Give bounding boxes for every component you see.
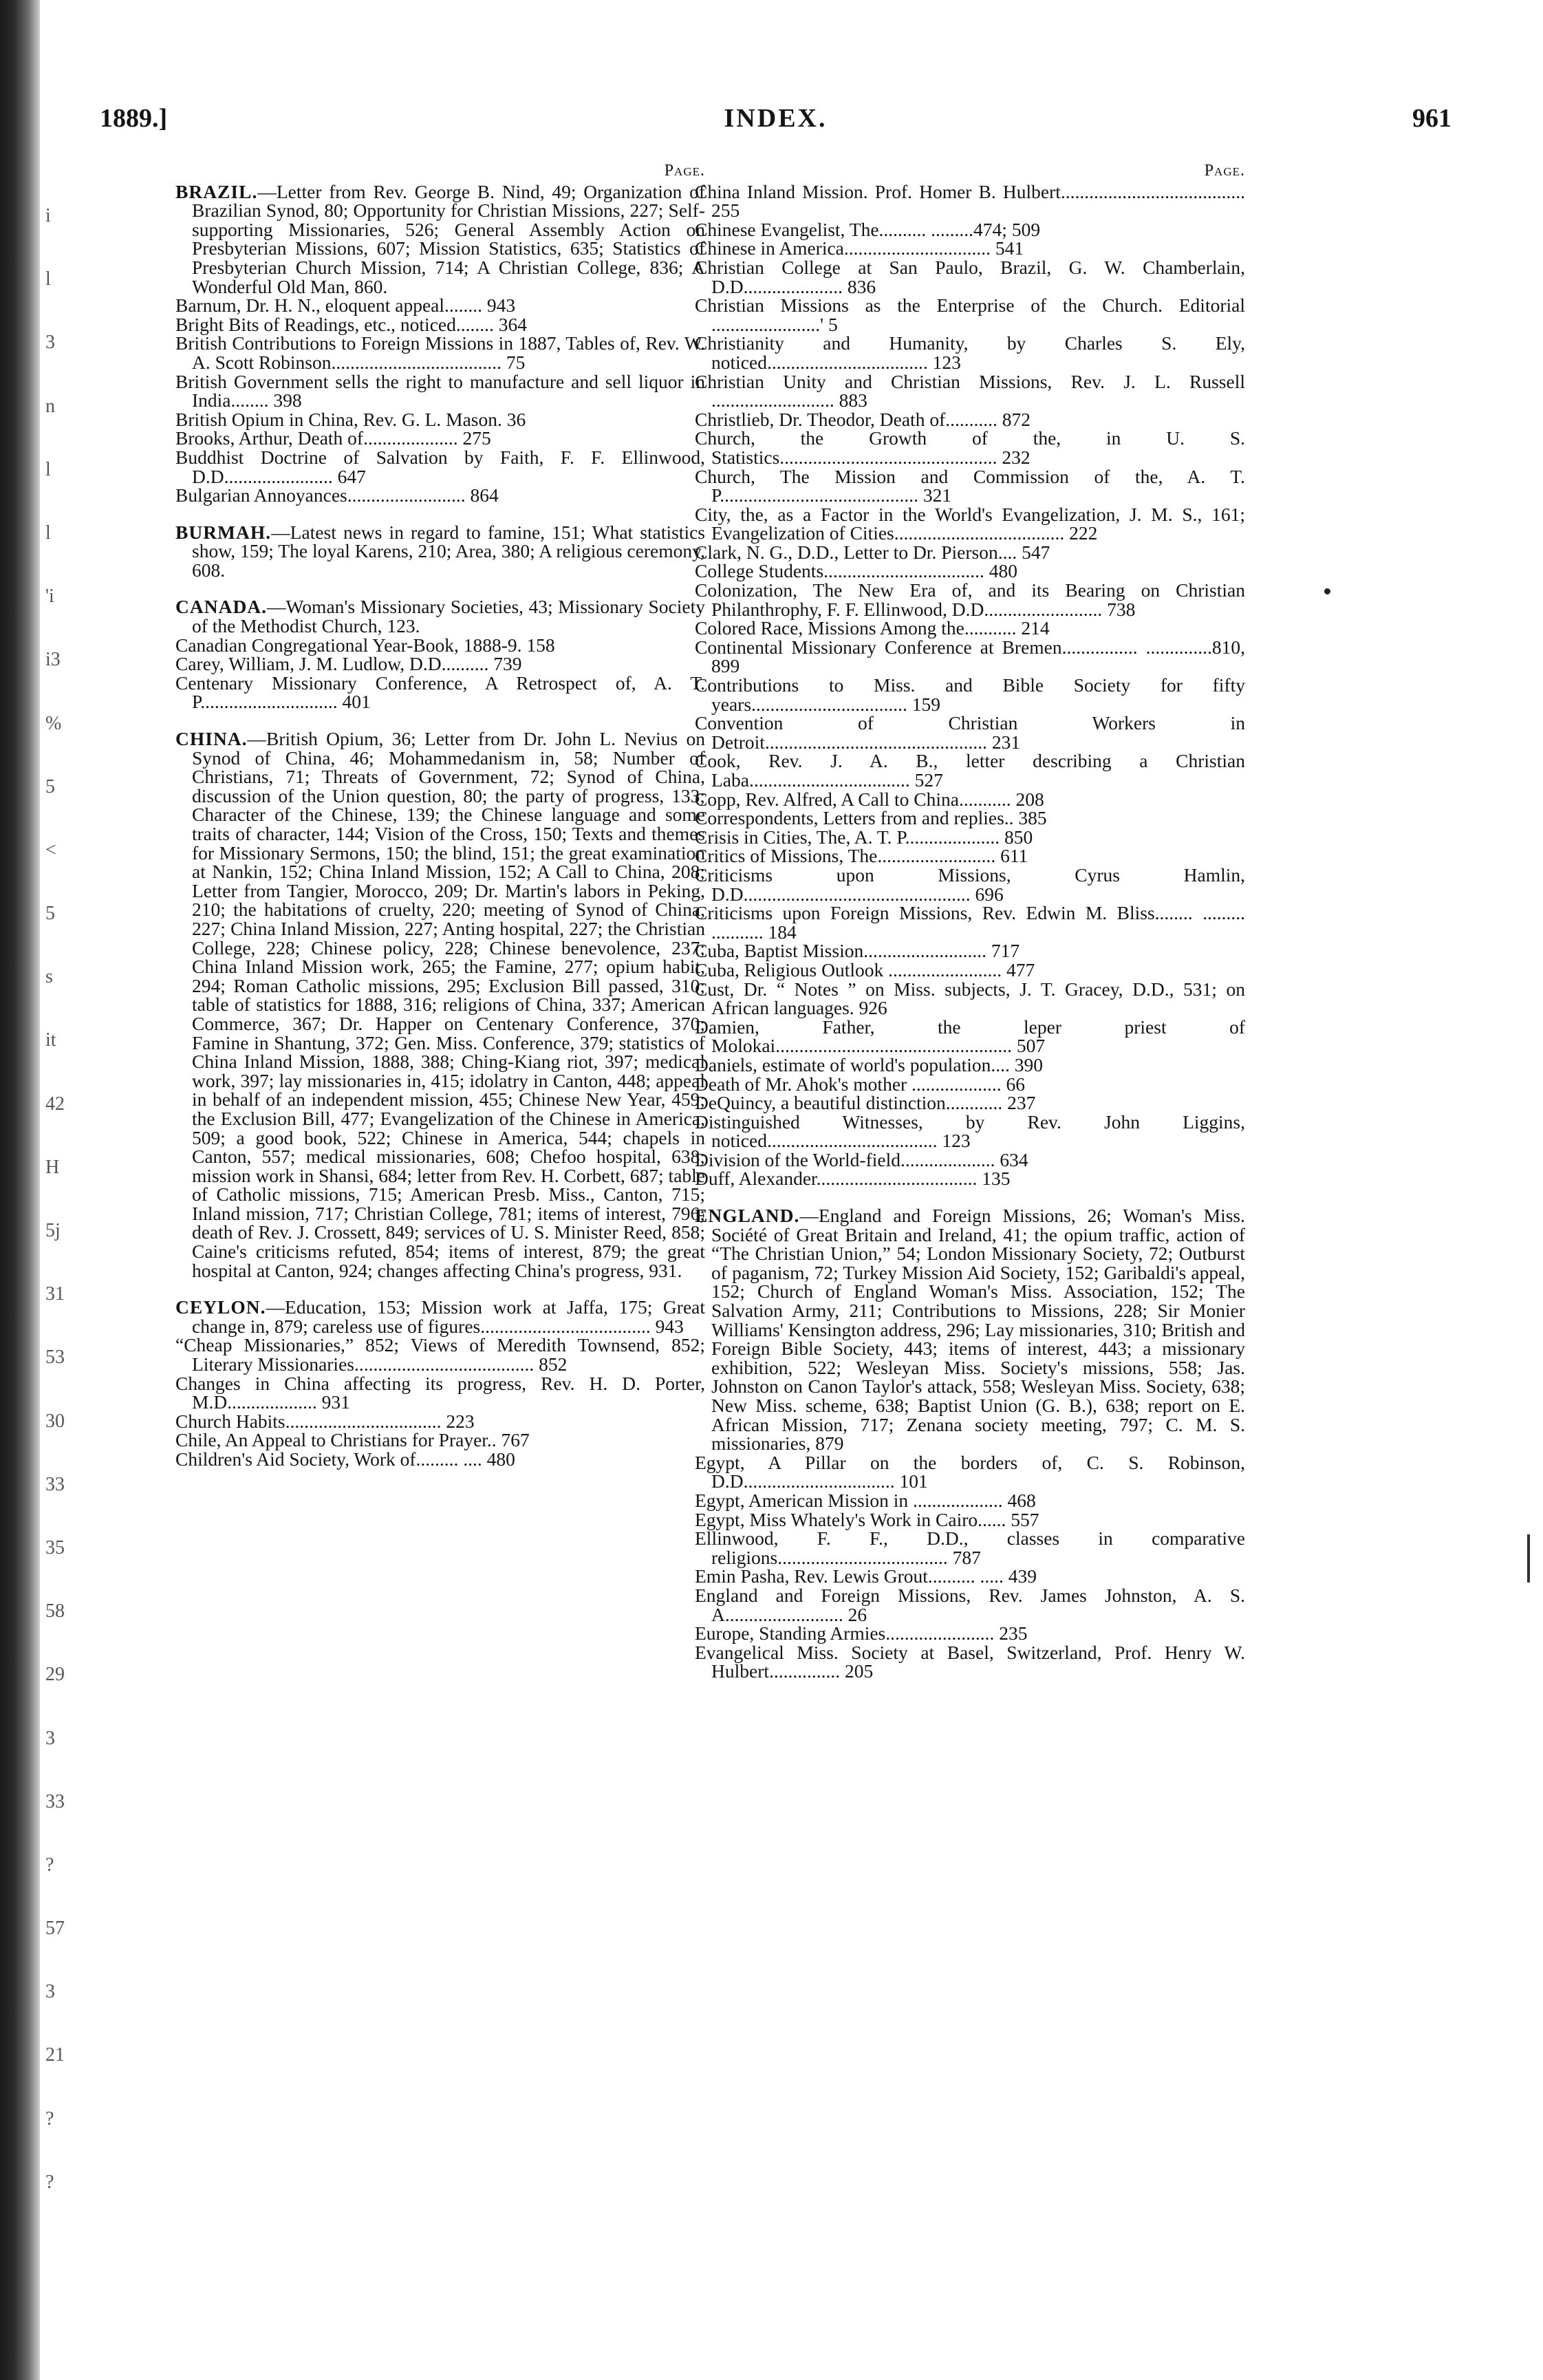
index-entry	[695, 1567, 1245, 1586]
index-entry	[695, 619, 1245, 638]
entry-text: Criticisms upon Foreign Missions, Rev. Edwin M. Bliss........ ......... ........... 184	[695, 902, 1245, 943]
index-entry	[695, 1510, 1245, 1530]
entry-text: Death of Mr. Ahok's mother ................... 66	[695, 1073, 1026, 1095]
entry-text: Colored Race, Missions Among the........... 214	[695, 617, 1050, 639]
index-entry	[695, 182, 1245, 220]
entry-text: —Letter from Rev. George B. Nind, 49; Organization of Brazilian Synod, 80; Opportunity for Christian Missions, 227; Self-supporting Missionaries, 526; General Assembly Action on Presbyterian Missions, 607; Mission Statistics, 635; Statistics of Presbyterian Church Mission, 714; A Christian College, 836; A Wonderful Old Man, 860.	[192, 180, 705, 297]
margin-mark: 3	[45, 332, 55, 353]
entry-text: Brooks, Arthur, Death of.................... 275	[175, 427, 491, 449]
entry-text: Daniels, estimate of world's population.... 390	[695, 1053, 1043, 1075]
index-entry	[175, 1374, 705, 1412]
index-entry	[695, 751, 1245, 789]
entry-text: Contributions to Miss. and Bible Society for fifty years................................. 159	[695, 674, 1245, 715]
entry-text: Christianity and Humanity, by Charles S. Ely, noticed.................................. 123	[695, 332, 1245, 373]
margin-mark: i3	[45, 649, 61, 670]
entry-text: City, the, as a Factor in the World's Evangelization, J. M. S., 161; Evangelization of Cities.................................... 222	[695, 503, 1245, 544]
entry-heading: CANADA.	[175, 596, 268, 618]
entry-text: Division of the World-field.................... 634	[695, 1148, 1028, 1170]
index-entry	[175, 448, 705, 486]
entry-text: Distinguished Witnesses, by Rev. John Liggins, noticed.................................... 123	[695, 1111, 1245, 1152]
entry-text: Continental Missionary Conference at Bremen................ ..............810, 899	[695, 636, 1245, 677]
margin-mark: 3	[45, 1981, 55, 2002]
index-entry	[695, 1093, 1245, 1113]
margin-mark: n	[45, 396, 55, 417]
index-entry	[695, 334, 1245, 372]
index-entry	[695, 676, 1245, 714]
header-title: INDEX.	[724, 104, 828, 133]
index-entry	[695, 1150, 1245, 1170]
entry-text: Bright Bits of Readings, etc., noticed........ 364	[175, 313, 527, 335]
book-spine-shadow	[0, 0, 40, 2380]
index-entry	[175, 410, 705, 429]
index-entry	[175, 1298, 705, 1336]
entry-text: Duff, Alexander.................................. 135	[695, 1168, 1011, 1190]
entry-text: Convention of Christian Workers in Detroit............................................... 231	[695, 712, 1245, 753]
entry-text: —England and Foreign Missions, 26; Woman's Miss. Société of Great Britain and Ireland, 41; the opium traffic, action of “The Christian Union,” 54; London Missionary Society, 72; Outburst of paganism, 72; Turkey Mission Aid Society, 152; Garibaldi's appeal, 152; Church of England Woman's Miss. Association, 152; The Salvation Army, 211; Contributions to Missions, 228; Sir Monier Williams' Kensington address, 296; Lay missionaries, 310; British and Foreign Bible Society, 443; items of interest, 443; a missionary exhibition, 522; Wesleyan Miss. Society's missions, 558; Jas. Johnston on Canon Taylor's attack, 558; Wesleyan Miss. Society, 638; New Miss. scheme, 638; Baptist Union (G. B.), 638; report on E. African Mission, 717; Zenana society meeting, 797; C. M. S. missionaries, 879	[711, 1205, 1245, 1455]
index-entry	[175, 597, 705, 635]
entry-text: Evangelical Miss. Society at Basel, Switzerland, Prof. Henry W. Hulbert............... 205	[695, 1641, 1245, 1682]
entry-text: Changes in China affecting its progress, Rev. H. D. Porter, M.D................... 931	[175, 1372, 705, 1413]
index-entry	[175, 334, 705, 372]
index-entry	[695, 239, 1245, 258]
index-entry	[695, 1113, 1245, 1150]
entry-text: Christlieb, Dr. Theodor, Death of........... 872	[695, 408, 1031, 430]
index-entry	[695, 1206, 1245, 1453]
index-entry	[695, 1643, 1245, 1681]
index-entry	[175, 429, 705, 448]
index-entry	[175, 486, 705, 505]
entry-text: China Inland Mission. Prof. Homer B. Hulbert....................................... 255	[695, 180, 1245, 222]
index-entry	[695, 429, 1245, 467]
entry-heading: BRAZIL.	[175, 180, 258, 202]
entry-heading: ENGLAND.	[695, 1205, 800, 1227]
header-year: 1889.]	[100, 104, 168, 133]
index-entry	[695, 1169, 1245, 1188]
page-header	[100, 103, 1452, 151]
index-column-right	[695, 162, 1245, 1681]
margin-mark: 35	[45, 1537, 65, 1558]
entry-text: Barnum, Dr. H. N., eloquent appeal........ 943	[175, 294, 516, 317]
index-entry	[175, 1336, 705, 1373]
margin-mark: ?	[45, 1854, 54, 1876]
margin-mark: ?	[45, 2108, 54, 2130]
entry-text: DeQuincy, a beautiful distinction............ 237	[695, 1092, 1036, 1114]
entry-text: Emin Pasha, Rev. Lewis Grout.......... ..... 439	[695, 1565, 1037, 1587]
entry-text: Europe, Standing Armies....................... 235	[695, 1622, 1028, 1644]
index-entry	[175, 636, 705, 655]
margin-mark: 53	[45, 1347, 65, 1368]
index-entry	[695, 714, 1245, 751]
margin-mark: 5	[45, 903, 55, 924]
entry-text: Buddhist Doctrine of Salvation by Faith, F. F. Ellinwood, D.D....................... 647	[175, 446, 705, 487]
index-entry	[695, 1586, 1245, 1624]
margin-mark: 21	[45, 2044, 65, 2066]
entry-text: Cuba, Baptist Mission.......................... 717	[695, 940, 1020, 962]
entry-text: College Students.................................. 480	[695, 560, 1018, 582]
entry-text: —British Opium, 36; Letter from Dr. John L. Nevius on Synod of China, 46; Mohammedanism in, 58; Number of Christians, 71; Threats of Government, 72; Synod of China, discussion of the Union question, 80; the party of progress, 133; Character of the Chinese, 139; the Chinese language and some traits of character, 144; Vision of the Cross, 150; Texts and themes for Missionary Sermons, 150; the blind, 151; the great examination at Nankin, 152; China Inland Mission, 152; A Call to China, 208; Letter from Tangier, Morocco, 209; Dr. Martin's labors in Peking, 210; the habitations of cruelty, 220; meeting of Synod of China, 227; China Inland Mission, 227; Anting hospital, 227; the Christian College, 228; Chinese policy, 228; Chinese benevolence, 237; China Inland Mission work, 265; the Famine, 277; opium habit, 294; Roman Catholic missions, 295; Exclusion Bill passed, 310; table of statistics for 1888, 316; religions of China, 337; American Commerce, 367; Dr. Happer on Centenary Conference, 370; Famine in Shantung, 372; Gen. Miss. Conference, 379; statistics of China Inland Mission, 1888, 388; Ching-Kiang riot, 397; medical work, 397; lay missionaries in, 415; idolatry in Canton, 448; appeal in behalf of an independent mission, 455; Chinese New Year, 459; the Exclusion Bill, 477; Evangelization of the Chinese in America, 509; a good book, 522; Chinese in America, 544; chapels in Canton, 557; medical missionaries, 608; Chefoo hospital, 638; mission work in Shansi, 684; letter from Rev. H. Corbett, 687; table of Catholic missions, 715; American Presb. Miss., Canton, 715; Inland mission, 717; Christian College, 781; items of interest, 796; death of Rev. J. Crossett, 849; services of U. S. Minister Reed, 858; Caine's criticisms refuted, 854; items of interest, 879; the great hospital at Canton, 924; changes affecting China's progress, 931.	[192, 728, 705, 1281]
index-entry	[175, 182, 705, 297]
index-entry	[695, 1453, 1245, 1491]
margin-mark: 'i	[45, 586, 54, 607]
index-entry	[695, 638, 1245, 676]
entry-text: Cust, Dr. “ Notes ” on Miss. subjects, J. T. Gracey, D.D., 531; on African languages. 926	[695, 978, 1245, 1019]
margin-mark: 57	[45, 1918, 65, 1939]
entry-heading: CEYLON.	[175, 1296, 266, 1318]
entry-text: Egypt, American Mission in ................... 468	[695, 1489, 1036, 1511]
entry-text: Criticisms upon Missions, Cyrus Hamlin, D.D................................................ 696	[695, 864, 1245, 905]
index-entry	[695, 258, 1245, 296]
entry-text: Clark, N. G., D.D., Letter to Dr. Pierson.... 547	[695, 541, 1050, 563]
entry-heading: BURMAH.	[175, 521, 272, 543]
page-column-label: Page.	[664, 162, 705, 180]
entry-text: Christian Missions as the Enterprise of the Church. Editorial .......................' 5	[695, 294, 1245, 335]
entry-text: Damien, Father, the leper priest of Molokai.................................................. 507	[695, 1016, 1245, 1057]
entry-text: “Cheap Missionaries,” 852; Views of Meredith Townsend, 852; Literary Missionaries...................................... 852	[175, 1334, 705, 1375]
entry-text: Canadian Congregational Year-Book, 1888-9. 158	[175, 634, 555, 656]
margin-mark: 5	[45, 776, 55, 797]
index-entry	[175, 523, 705, 580]
index-entry	[175, 372, 705, 410]
margin-mark: %	[45, 713, 62, 734]
entry-text: Egypt, Miss Whately's Work in Cairo...... 557	[695, 1508, 1039, 1530]
entry-text: Children's Aid Society, Work of......... .... 480	[175, 1448, 515, 1470]
index-entry	[695, 866, 1245, 903]
index-entry	[695, 941, 1245, 961]
index-entry	[695, 980, 1245, 1018]
index-entry	[175, 1450, 705, 1469]
margin-mark: 30	[45, 1411, 65, 1432]
index-entry	[695, 846, 1245, 866]
margin-mark: 33	[45, 1474, 65, 1495]
index-entry	[695, 1018, 1245, 1055]
index-entry	[695, 1055, 1245, 1075]
entry-text: —Education, 153; Mission work at Jaffa, 175; Great change in, 879; careless use of figures.................................... 943	[192, 1296, 705, 1337]
entry-text: British Contributions to Foreign Missions in 1887, Tables of, Rev. W. A. Scott Robinson.................................... 75	[175, 332, 705, 373]
index-entry	[695, 543, 1245, 562]
page-column-label: Page.	[1204, 162, 1245, 180]
margin-mark: 33	[45, 1791, 65, 1812]
margin-mark: H	[45, 1157, 60, 1178]
margin-bleed-marks	[45, 206, 67, 2271]
index-entry	[695, 410, 1245, 429]
entry-text: Church, The Mission and Commission of the, A. T. P.......................................... 321	[695, 465, 1245, 506]
margin-mark: 3	[45, 1728, 55, 1749]
index-entry	[695, 828, 1245, 847]
margin-mark: s	[45, 966, 53, 987]
index-entry	[695, 561, 1245, 581]
entry-text: Chinese Evangelist, The.......... .........474; 509	[695, 218, 1041, 240]
index-entry	[175, 674, 705, 711]
index-entry	[175, 1412, 705, 1431]
margin-mark: <	[45, 839, 56, 861]
entry-text: Ellinwood, F. F., D.D., classes in comparative religions.................................... 787	[695, 1527, 1245, 1568]
entry-text: Centenary Missionary Conference, A Retrospect of, A. T. P............................. 401	[175, 672, 705, 713]
margin-mark: 5j	[45, 1220, 61, 1241]
index-entry	[695, 1075, 1245, 1094]
margin-mark: 29	[45, 1664, 65, 1685]
entry-text: Bulgarian Annoyances......................... 864	[175, 484, 499, 506]
index-entry	[695, 505, 1245, 543]
entry-text: Correspondents, Letters from and replies.. 385	[695, 807, 1047, 829]
index-entry	[695, 1529, 1245, 1567]
index-entry	[695, 581, 1245, 619]
entry-text: England and Foreign Missions, Rev. James Johnston, A. S. A......................... 26	[695, 1584, 1245, 1625]
entry-heading: CHINA.	[175, 728, 248, 750]
index-entry	[175, 315, 705, 334]
entry-text: Colonization, The New Era of, and its Bearing on Christian Philanthrophy, F. F. Ellinwood, D.D......................... 738	[695, 579, 1245, 620]
entry-text: Christian Unity and Christian Missions, Rev. J. L. Russell .......................... 883	[695, 370, 1245, 411]
entry-text: Cuba, Religious Outlook ........................ 477	[695, 958, 1035, 980]
index-entry	[695, 790, 1245, 809]
index-entry	[695, 903, 1245, 941]
entry-text: Chinese in America............................... 541	[695, 237, 1024, 259]
index-entry	[695, 296, 1245, 334]
index-entry	[175, 296, 705, 315]
entry-text: Carey, William, J. M. Ludlow, D.D.......... 739	[175, 653, 522, 675]
entry-text: Church Habits................................. 223	[175, 1410, 475, 1432]
entry-text: Chile, An Appeal to Christians for Prayer.. 767	[175, 1429, 530, 1451]
index-entry	[695, 467, 1245, 505]
margin-mark: i	[45, 205, 51, 226]
margin-mark: 31	[45, 1283, 65, 1305]
index-entry	[695, 220, 1245, 239]
index-entry	[695, 1491, 1245, 1510]
entry-text: Egypt, A Pillar on the borders of, C. S. Robinson, D.D................................ 101	[695, 1451, 1245, 1492]
index-entry	[175, 729, 705, 1280]
index-entry	[175, 654, 705, 674]
entry-text: Critics of Missions, The......................... 611	[695, 845, 1028, 867]
index-entry	[175, 1430, 705, 1450]
margin-mark: ?	[45, 2172, 54, 2193]
edge-mark	[1527, 1534, 1530, 1583]
margin-mark: 42	[45, 1093, 65, 1115]
entry-text: —Latest news in regard to famine, 151; What statistics show, 159; The loyal Karens, 210; Area, 380; A religious ceremony, 608.	[192, 521, 705, 581]
entry-text: British Government sells the right to manufacture and sell liquor in India........ 398	[175, 370, 705, 411]
ink-dot	[1324, 588, 1330, 594]
margin-mark: l	[45, 522, 51, 544]
entry-text: Crisis in Cities, The, A. T. P.................... 850	[695, 826, 1033, 848]
header-page-number: 961	[1412, 104, 1452, 133]
index-entry	[695, 372, 1245, 410]
margin-mark: l	[45, 268, 51, 290]
entry-text: —Woman's Missionary Societies, 43; Missionary Society of the Methodist Church, 123.	[192, 596, 705, 637]
index-column-left	[175, 162, 705, 1469]
entry-text: Church, the Growth of the, in U. S. Statistics.............................................. 232	[695, 427, 1245, 468]
margin-mark: l	[45, 459, 51, 480]
index-entry	[695, 958, 1245, 980]
entry-text: Christian College at San Paulo, Brazil, G. W. Chamberlain, D.D..................... 836	[695, 256, 1245, 297]
entry-text: Cook, Rev. J. A. B., letter describing a Christian Laba.................................. 527	[695, 750, 1245, 791]
entry-text: Copp, Rev. Alfred, A Call to China........... 208	[695, 788, 1044, 810]
margin-mark: 58	[45, 1600, 65, 1622]
margin-mark: it	[45, 1029, 56, 1051]
index-entry	[695, 808, 1245, 828]
index-entry	[695, 1624, 1245, 1643]
entry-text: British Opium in China, Rev. G. L. Mason. 36	[175, 408, 526, 430]
